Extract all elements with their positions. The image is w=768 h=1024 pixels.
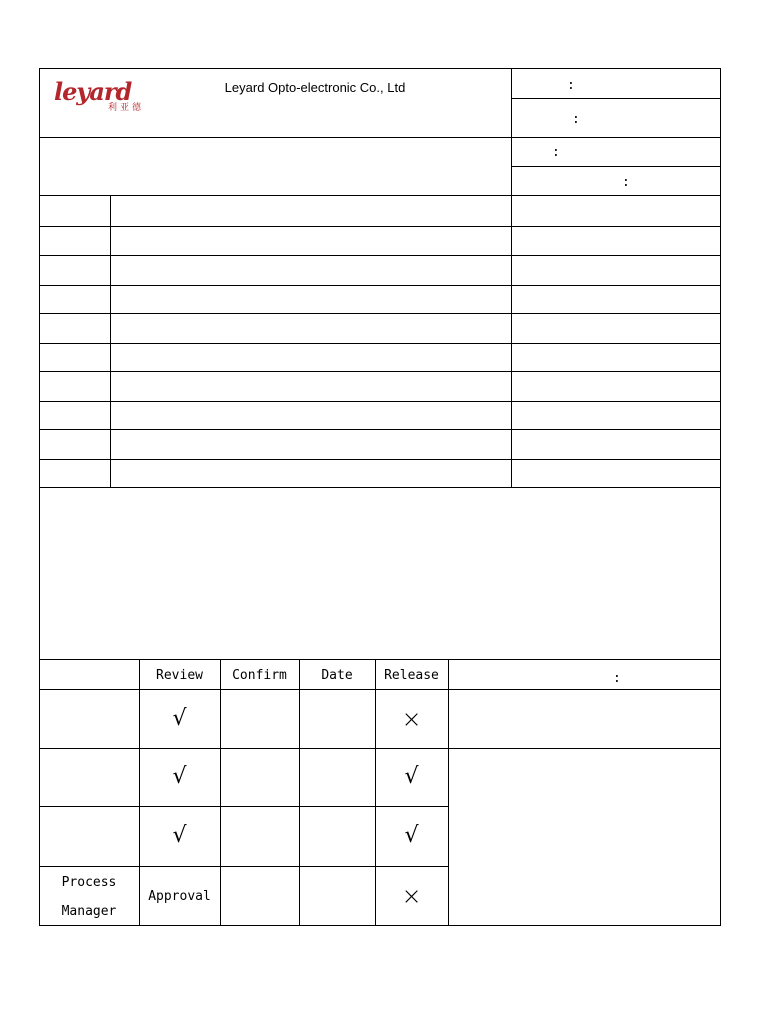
rule <box>39 285 721 286</box>
logo-latin: leyard <box>54 80 132 106</box>
rule <box>39 195 721 196</box>
rule <box>511 166 721 167</box>
column-header-date: Date <box>321 667 353 683</box>
rule <box>39 459 721 460</box>
info-colon-4: : <box>622 175 630 190</box>
column-header-review: Review <box>156 667 203 683</box>
rule <box>39 371 721 372</box>
rule <box>39 137 721 138</box>
logo-cjk: 利亚德 <box>108 103 145 112</box>
release-check: √ <box>404 764 419 789</box>
leyard-logo <box>52 80 162 112</box>
rule <box>511 98 721 99</box>
info-colon-3: : <box>552 145 560 160</box>
rule <box>511 68 512 488</box>
rule <box>39 313 721 314</box>
company-name: Leyard Opto-electronic Co., Ltd <box>224 80 406 95</box>
role-label: Process Manager <box>61 875 117 919</box>
column-header-confirm: Confirm <box>232 667 287 683</box>
rule <box>39 255 721 256</box>
rule <box>39 226 721 227</box>
rule <box>110 195 111 488</box>
rule <box>39 401 721 402</box>
review-check: √ <box>172 705 187 731</box>
release-check: √ <box>404 823 419 848</box>
rule <box>39 487 721 488</box>
right-header-colon: : <box>613 671 621 686</box>
rule <box>448 659 449 926</box>
rule <box>39 429 721 430</box>
info-colon-1: : <box>567 78 575 93</box>
review-check: √ <box>172 823 187 848</box>
column-header-release: Release <box>384 667 439 683</box>
rule <box>220 659 221 926</box>
release-cross: × <box>401 704 422 733</box>
approval-label: Approval <box>148 888 211 904</box>
info-colon-2: : <box>572 112 580 127</box>
release-cross: × <box>401 882 422 910</box>
review-check: √ <box>172 764 187 789</box>
rule <box>39 343 721 344</box>
rule <box>299 659 300 926</box>
